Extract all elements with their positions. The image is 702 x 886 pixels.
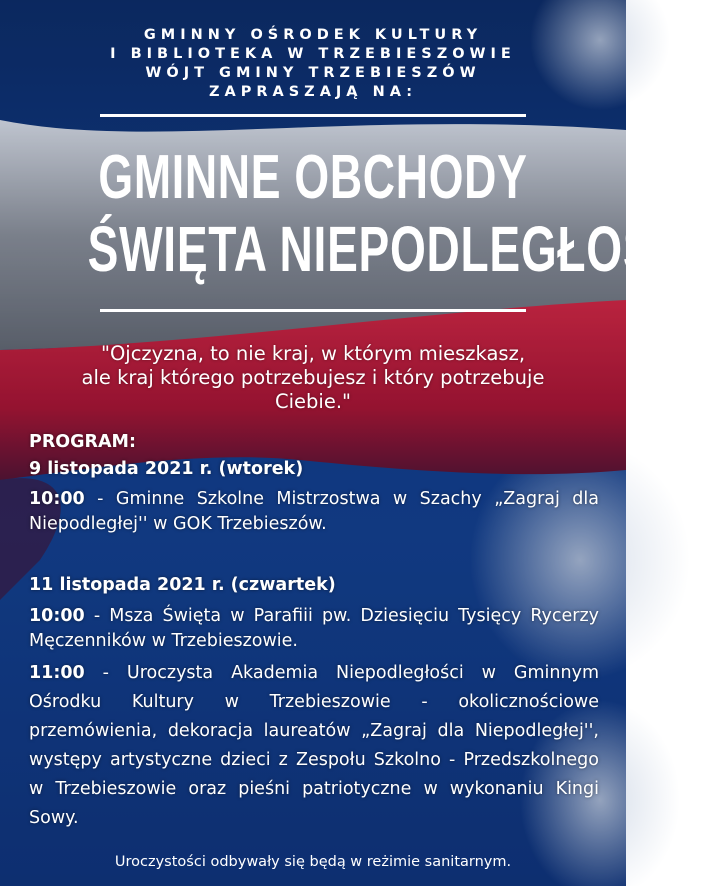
- event-time: 10:00: [29, 606, 85, 626]
- footer-note: Uroczystości odbywały się będą w reżimie sanitarnym.: [114, 854, 512, 870]
- day2-date: 11 listopada 2021 r. (czwartek): [29, 575, 336, 595]
- day1-date: 9 listopada 2021 r. (wtorek): [29, 459, 304, 479]
- event-time: 10:00: [29, 489, 85, 509]
- quote-line-3: Ciebie.": [275, 390, 351, 413]
- header-line-2: I BIBLIOTEKA W TRZEBIESZOWIE: [110, 46, 516, 62]
- event-text: - Gminne Szkolne Mistrzostwa w Szachy „Zagraj dla Niepodległej'' w GOK Trzebieszów.: [29, 489, 599, 534]
- day2-event-1: [29, 604, 599, 654]
- header-line-4: ZAPRASZAJĄ NA:: [208, 84, 418, 100]
- day1-event-1: [29, 487, 599, 537]
- program-heading: PROGRAM:: [29, 432, 136, 452]
- title-line-2: ŚWIĘTA NIEPODLEGŁOŚCI: [87, 213, 702, 285]
- event-time: 11:00: [29, 663, 85, 683]
- quote-line-1: "Ojczyzna, to nie kraj, w którym mieszkasz,: [100, 342, 526, 365]
- header-line-3: WÓJT GMINY TRZEBIESZÓW: [145, 65, 481, 81]
- event-text: - Msza Święta w Parafiii pw. Dziesięciu Tysięcy Rycerzy Męczenników w Trzebieszowie.: [29, 606, 599, 651]
- header-line-1: GMINNY OŚRODEK KULTURY: [143, 27, 483, 43]
- bottom-divider: [100, 309, 526, 312]
- title-line-1: GMINNE OBCHODY: [98, 143, 528, 212]
- day2-event-2: [29, 659, 599, 833]
- top-divider: [100, 114, 526, 117]
- quote-line-2: ale kraj którego potrzebujesz i który potrzebuje: [81, 366, 545, 389]
- event-text: - Uroczysta Akademia Niepodległości w Gminnym Ośrodku Kultury w Trzebieszowie - okolicznościowe przemówienia, dekoracja laureatów „Zagraj dla Niepodległej'', występy artystyczne dzieci z Zespołu Szkolno - Przedszkolnego w Trzebieszowie oraz pieśni patriotyczne w wykonaniu Kingi Sowy.: [29, 663, 599, 828]
- organizers-header: [0, 26, 626, 102]
- quote: [20, 342, 606, 414]
